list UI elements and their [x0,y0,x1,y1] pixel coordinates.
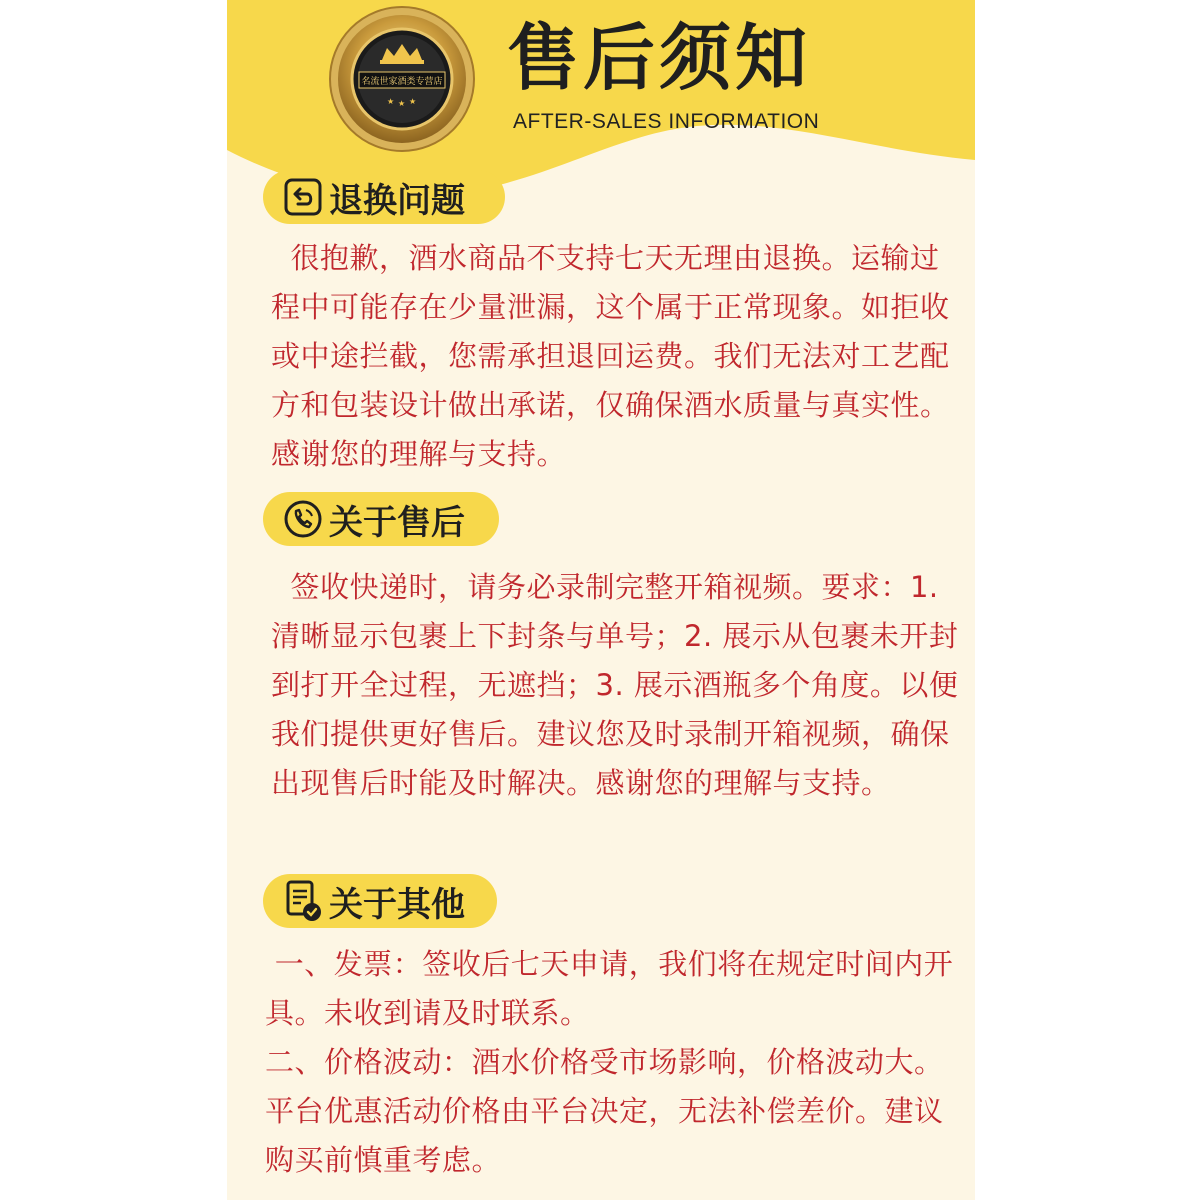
seal-badge-icon [327,4,477,154]
page-title: 售后须知 [507,16,812,100]
svg-text:★: ★ [398,99,406,108]
document-check-icon [281,879,325,923]
paragraph: 二、价格波动：酒水价格受市场影响，价格波动大。平台优惠活动价格由平台决定，无法补偿差价。建议购买前慎重考虑。 [265,1045,944,1177]
seal-text: 名流世家酒类专营店 [361,77,443,87]
svg-text:★: ★ [409,97,417,106]
notice-card [227,0,975,1200]
paragraph: 很抱歉，酒水商品不支持七天无理由退换。运输过程中可能存在少量泄漏，这个属于正常现象。如拒收或中途拦截，您需承担退回运费。我们无法对工艺配方和包装设计做出承诺，仅确保酒水质量与真实性。感谢您的理解与支持。 [271,241,950,471]
phone-icon [281,497,325,541]
section-title: 关于售后 [329,502,465,543]
section-header-aftersales [263,492,499,546]
section-title: 关于其他 [329,884,465,925]
paragraph: 签收快递时，请务必录制完整开箱视频。要求：1. 清晰显示包裹上下封条与单号；2. 展示从包裹未开封到打开全过程，无遮挡；3. 展示酒瓶多个角度。以便我们提供更好售后。建议您及时录制开箱视频，确保出现售后时能及时解决。感谢您的理解与支持。 [271,570,959,800]
section-body-other [265,940,955,1185]
section-body-aftersales [271,563,961,808]
section-header-returns [263,170,505,224]
section-title: 退换问题 [329,180,465,221]
svg-text:★: ★ [387,97,395,106]
section-body-returns [271,234,961,479]
page-subtitle: AFTER-SALES INFORMATION [513,110,820,133]
section-header-other [263,874,497,928]
paragraph: 一、发票：签收后七天申请，我们将在规定时间内开具。未收到请及时联系。 [265,947,954,1030]
return-icon [281,175,325,219]
